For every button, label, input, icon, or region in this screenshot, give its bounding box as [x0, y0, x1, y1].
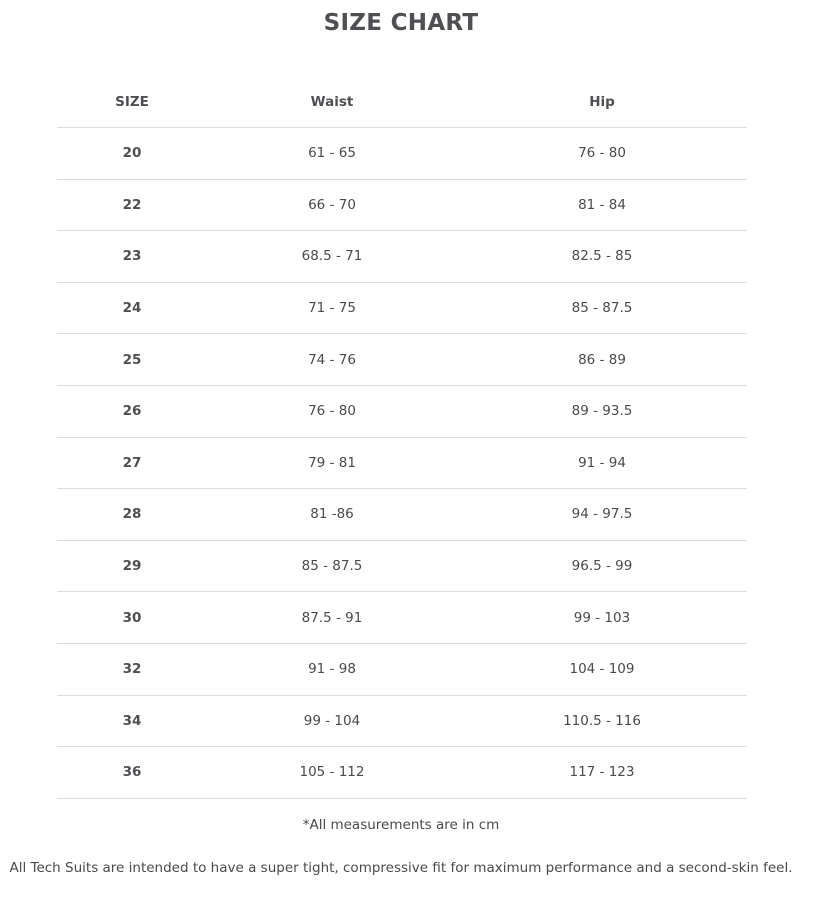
- table-row: [57, 128, 747, 180]
- hip-cell: 117 - 123: [569, 764, 635, 781]
- measurement-note: *All measurements are in cm: [302, 817, 500, 833]
- column-header-waist: Waist: [310, 93, 354, 110]
- table-row: [57, 541, 747, 593]
- waist-cell: 61 - 65: [308, 145, 356, 162]
- size-cell: 27: [122, 454, 142, 471]
- size-cell: 24: [122, 300, 142, 317]
- column-header-size: SIZE: [115, 93, 149, 110]
- table-row: [57, 747, 747, 799]
- waist-cell: 71 - 75: [308, 300, 356, 317]
- table-row: [57, 334, 747, 386]
- table-header-row: [57, 76, 747, 128]
- hip-cell: 99 - 103: [573, 609, 631, 626]
- table-row: [57, 592, 747, 644]
- hip-cell: 91 - 94: [578, 454, 626, 471]
- waist-cell: 81 -86: [310, 506, 354, 523]
- size-cell: 36: [122, 764, 142, 781]
- hip-cell: 110.5 - 116: [563, 712, 641, 729]
- waist-cell: 87.5 - 91: [301, 609, 363, 626]
- waist-cell: 91 - 98: [308, 661, 356, 678]
- table-row: [57, 386, 747, 438]
- hip-cell: 81 - 84: [578, 196, 626, 213]
- hip-cell: 96.5 - 99: [571, 558, 633, 575]
- waist-cell: 74 - 76: [308, 351, 356, 368]
- size-cell: 20: [122, 145, 142, 162]
- waist-cell: 76 - 80: [308, 403, 356, 420]
- waist-cell: 79 - 81: [308, 454, 356, 471]
- table-row: [57, 180, 747, 232]
- size-cell: 29: [122, 558, 142, 575]
- table-row: [57, 696, 747, 748]
- size-chart-table: [57, 76, 747, 799]
- table-row: [57, 644, 747, 696]
- waist-cell: 66 - 70: [308, 196, 356, 213]
- hip-cell: 85 - 87.5: [571, 300, 633, 317]
- size-cell: 32: [122, 661, 142, 678]
- table-row: [57, 283, 747, 335]
- table-row: [57, 231, 747, 283]
- hip-cell: 104 - 109: [569, 661, 635, 678]
- size-cell: 25: [122, 351, 142, 368]
- table-body: [57, 128, 747, 799]
- page-title: SIZE CHART: [323, 10, 479, 36]
- waist-cell: 85 - 87.5: [301, 558, 363, 575]
- size-cell: 22: [122, 196, 142, 213]
- size-cell: 23: [122, 248, 142, 265]
- size-cell: 30: [122, 609, 142, 626]
- fit-description: All Tech Suits are intended to have a super tight, compressive fit for maximum performance and a second-skin feel.: [9, 860, 793, 876]
- waist-cell: 68.5 - 71: [301, 248, 363, 265]
- column-header-hip: Hip: [589, 93, 615, 110]
- size-cell: 26: [122, 403, 142, 420]
- table-row: [57, 438, 747, 490]
- hip-cell: 94 - 97.5: [571, 506, 633, 523]
- waist-cell: 105 - 112: [299, 764, 365, 781]
- waist-cell: 99 - 104: [303, 712, 361, 729]
- hip-cell: 76 - 80: [578, 145, 626, 162]
- size-cell: 28: [122, 506, 142, 523]
- hip-cell: 89 - 93.5: [571, 403, 633, 420]
- size-cell: 34: [122, 712, 142, 729]
- hip-cell: 86 - 89: [578, 351, 626, 368]
- table-row: [57, 489, 747, 541]
- hip-cell: 82.5 - 85: [571, 248, 633, 265]
